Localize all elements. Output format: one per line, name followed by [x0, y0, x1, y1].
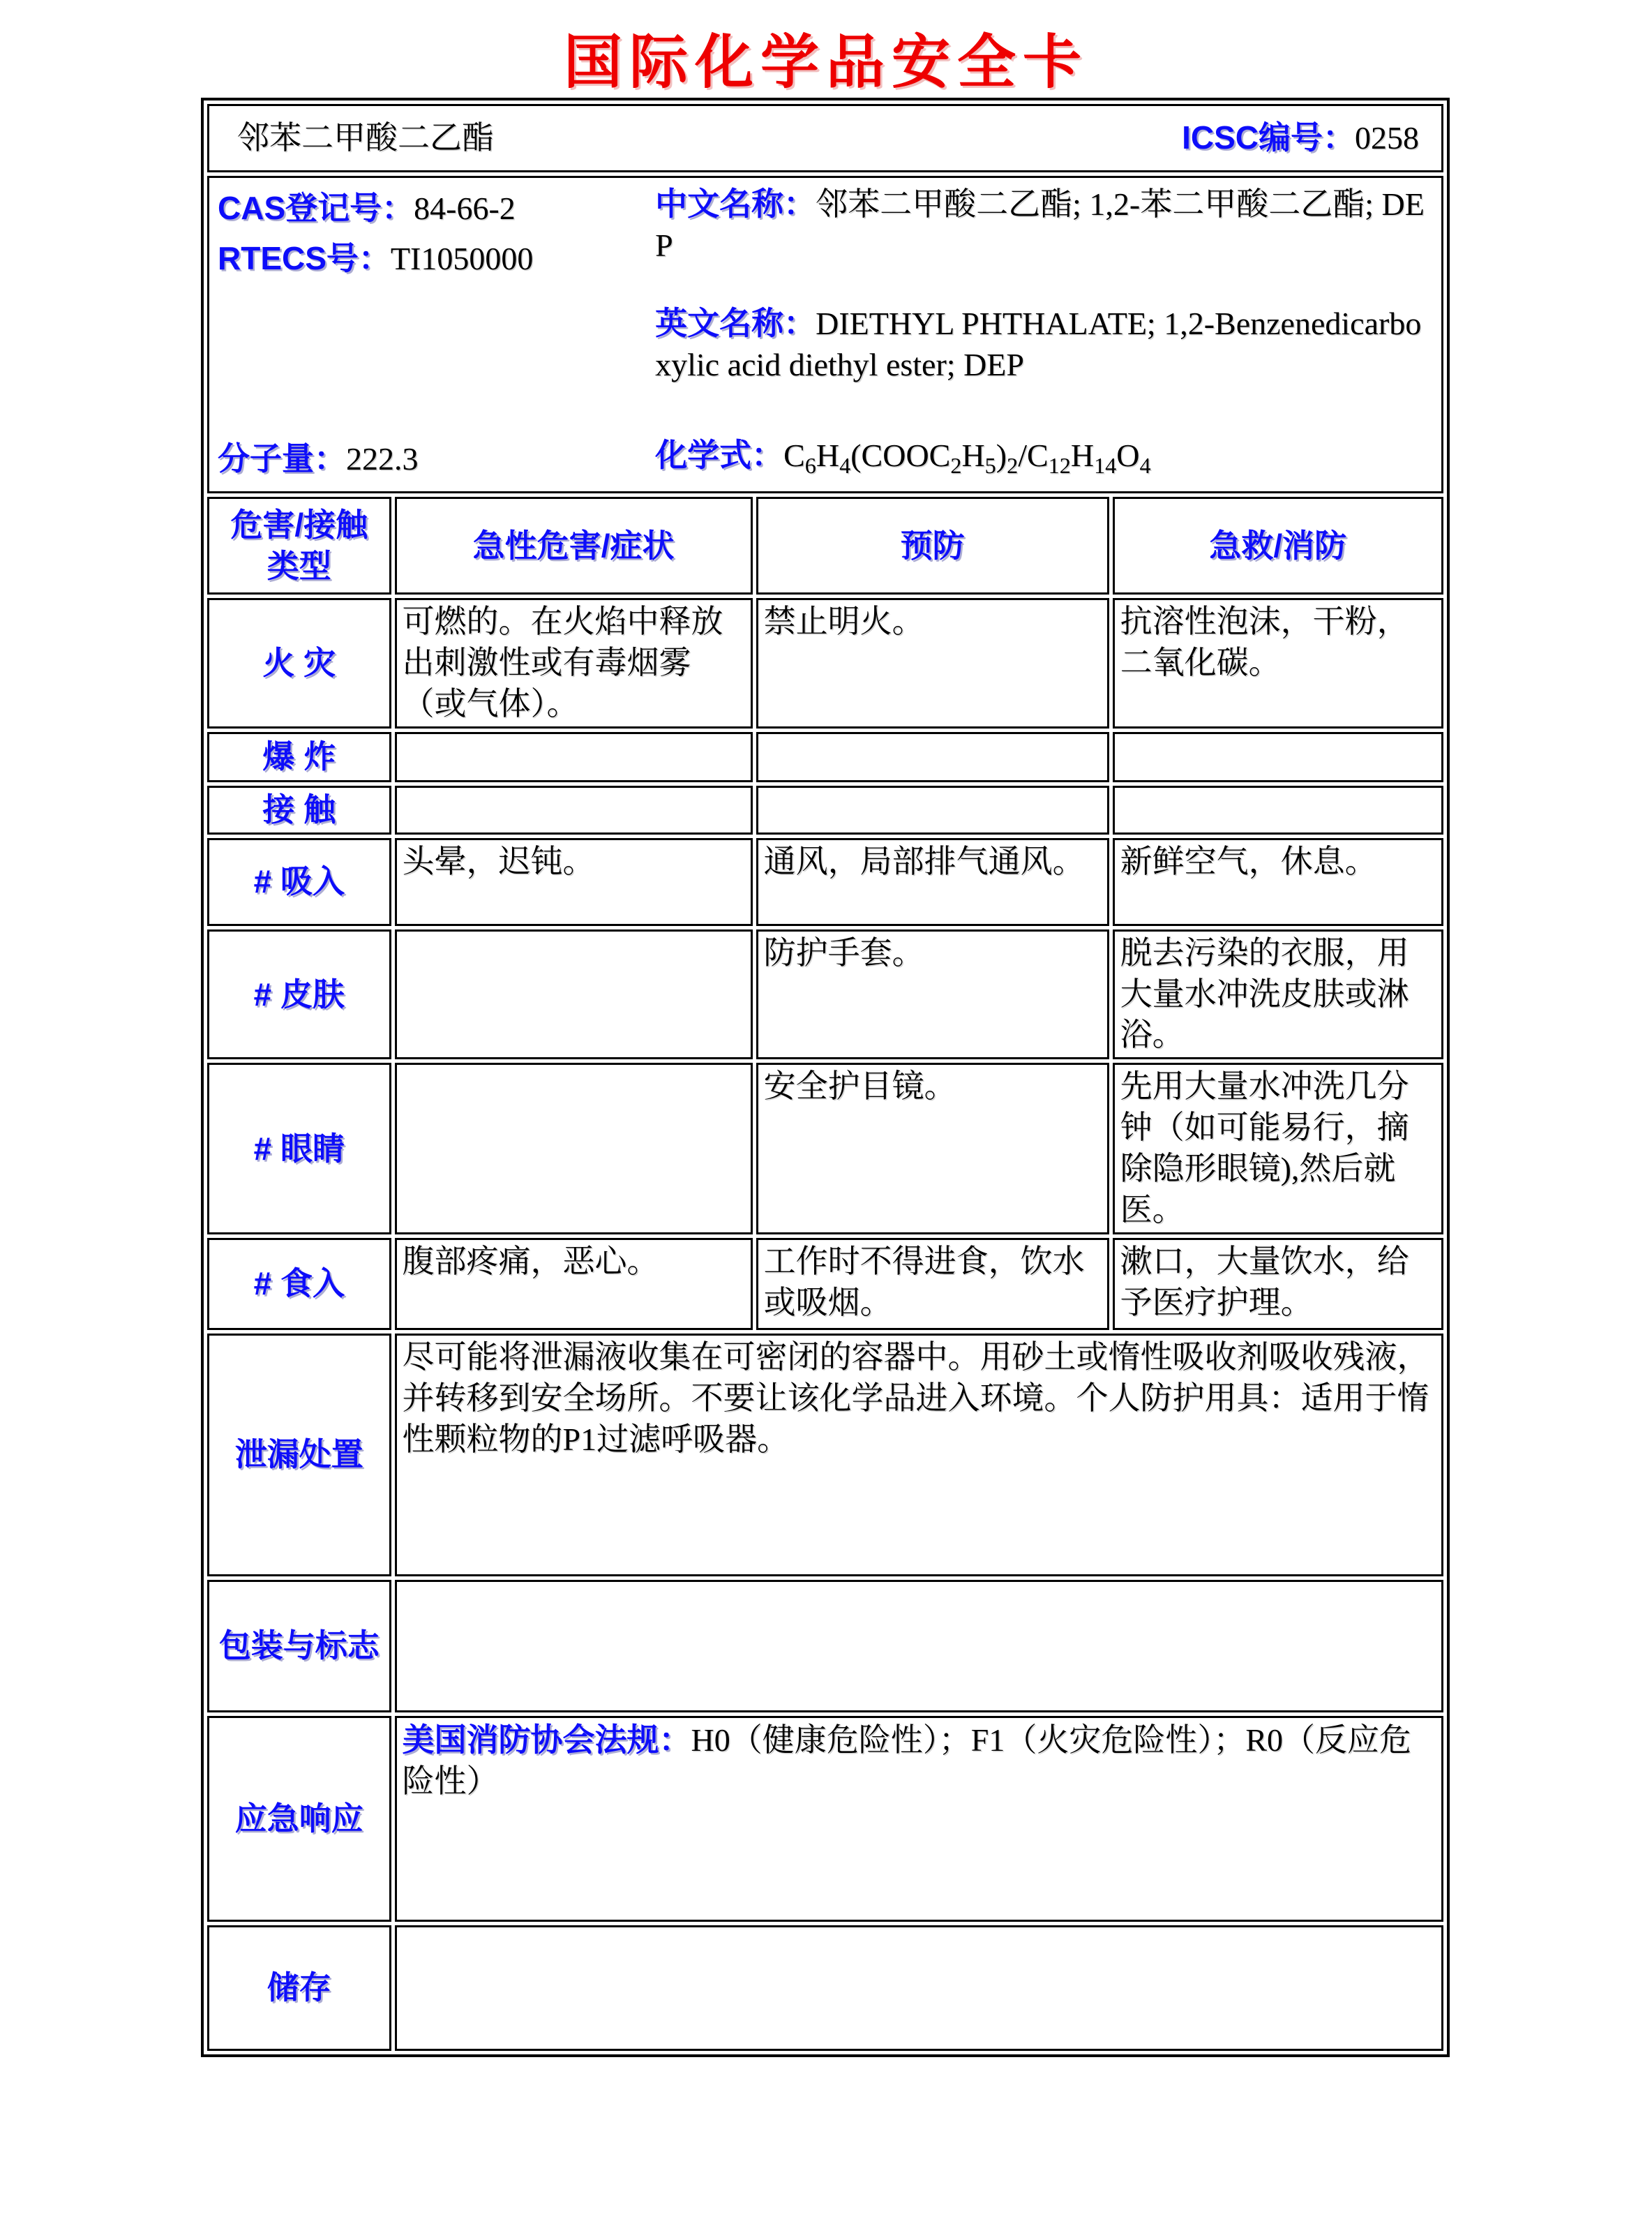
cas-label: CAS登记号：: [218, 190, 414, 226]
eyes-prevention-cell: 安全护目镜。: [756, 1063, 1109, 1234]
english-name-line: [655, 303, 1433, 386]
exposure-firstaid-cell: [1113, 786, 1443, 835]
chinese-name-label: 中文名称：: [655, 186, 816, 222]
exposure-symptoms-cell: [395, 786, 753, 835]
hazard-row-exposure: [207, 786, 1443, 835]
header-symptoms: 急性危害/症状: [395, 497, 753, 595]
explosion-label: 爆 炸: [207, 732, 391, 782]
explosion-firstaid-cell: [1113, 732, 1443, 782]
molecular-weight-value: 222.3: [346, 441, 419, 477]
packaging-content-cell: [395, 1580, 1443, 1712]
hazard-row-fire: [207, 598, 1443, 729]
ingestion-firstaid-cell: 漱口，大量饮水，给予医疗护理。: [1113, 1238, 1443, 1330]
formula-line: [655, 435, 1433, 480]
spill-content-cell: 尽可能将泄漏液收集在可密闭的容器中。用砂土或惰性吸收剂吸收残液，并转移到安全场所。不要让该化学品进入环境。个人防护用具：适用于惰性颗粒物的P1过滤呼吸器。: [395, 1334, 1443, 1576]
storage-label: 储存: [207, 1925, 391, 2051]
cas-value: 84-66-2: [414, 191, 516, 226]
ingestion-label: # 食入: [207, 1238, 391, 1330]
emergency-label: 应急响应: [207, 1716, 391, 1922]
titlebar-row: [207, 104, 1443, 172]
icsc-number-group: [1182, 117, 1419, 159]
explosion-symptoms-cell: [395, 732, 753, 782]
section-row-spill: [207, 1334, 1443, 1576]
skin-firstaid-cell: 脱去污染的衣服，用大量水冲洗皮肤或淋浴。: [1113, 929, 1443, 1060]
eyes-firstaid-cell: 先用大量水冲洗几分钟（如可能易行，摘除隐形眼镜),然后就医。: [1113, 1063, 1443, 1234]
exposure-prevention-cell: [756, 786, 1109, 835]
hazard-row-inhalation: [207, 838, 1443, 926]
hazard-row-skin: [207, 929, 1443, 1060]
header-firstaid: 急救/消防: [1113, 497, 1443, 595]
section-row-packaging: [207, 1580, 1443, 1712]
titlebar-cell: [207, 104, 1443, 172]
icsc-number-label: ICSC编号：: [1182, 119, 1355, 156]
hazard-header-row: [207, 497, 1443, 595]
inhalation-firstaid-cell: 新鲜空气，休息。: [1113, 838, 1443, 926]
skin-prevention-cell: 防护手套。: [756, 929, 1109, 1060]
nfpa-label: 美国消防协会法规：: [402, 1721, 691, 1758]
molecular-weight-line: [218, 438, 655, 480]
skin-symptoms-cell: [395, 929, 753, 1060]
english-name-label: 英文名称：: [655, 304, 816, 341]
storage-content-cell: [395, 1925, 1443, 2051]
inhalation-symptoms-cell: 头晕，迟钝。: [395, 838, 753, 926]
names-column: [655, 184, 1433, 480]
hazard-row-eyes: [207, 1063, 1443, 1234]
header-prevention: 预防: [756, 497, 1109, 595]
exposure-label: 接 触: [207, 786, 391, 835]
identity-row: [207, 176, 1443, 493]
safety-card-table: [201, 98, 1450, 2057]
cas-line: [218, 188, 655, 230]
formula-label: 化学式：: [655, 436, 784, 473]
page-title: 国际化学品安全卡: [563, 29, 1088, 95]
identity-cell: [207, 176, 1443, 493]
spill-label: 泄漏处置: [207, 1334, 391, 1576]
inhalation-label: # 吸入: [207, 838, 391, 926]
fire-label: 火 灾: [207, 598, 391, 729]
icsc-number-value: 0258: [1355, 120, 1419, 156]
explosion-prevention-cell: [756, 732, 1109, 782]
section-row-storage: [207, 1925, 1443, 2051]
fire-symptoms-cell: 可燃的。在火焰中释放出刺激性或有毒烟雾（或气体）。: [395, 598, 753, 729]
header-hazard-type: 危害/接触类型: [207, 497, 391, 595]
hazard-row-ingestion: [207, 1238, 1443, 1330]
registry-column: [218, 184, 655, 480]
chinese-name-value: 邻苯二甲酸二乙酯; 1,2-苯二甲酸二乙酯; DEP: [655, 186, 1425, 263]
formula-value: $C_6H_4(COOC_2H_5)_2/C_{12}H_{14}O_4$: [783, 437, 1151, 478]
ingestion-prevention-cell: 工作时不得进食，饮水或吸烟。: [756, 1238, 1109, 1330]
inhalation-prevention-cell: 通风，局部排气通风。: [756, 838, 1109, 926]
chinese-name-line: [655, 184, 1433, 267]
emergency-content-cell: [395, 1716, 1443, 1922]
section-row-emergency: [207, 1716, 1443, 1922]
ingestion-symptoms-cell: 腹部疼痛，恶心。: [395, 1238, 753, 1330]
molecular-weight-label: 分子量：: [218, 440, 346, 477]
hazard-row-explosion: [207, 732, 1443, 782]
packaging-label: 包装与标志: [207, 1580, 391, 1712]
eyes-label: # 眼睛: [207, 1063, 391, 1234]
fire-prevention-cell: 禁止明火。: [756, 598, 1109, 729]
skin-label: # 皮肤: [207, 929, 391, 1060]
rtecs-value: TI1050000: [390, 240, 534, 276]
rtecs-line: [218, 238, 655, 280]
eyes-symptoms-cell: [395, 1063, 753, 1234]
fire-firstaid-cell: 抗溶性泡沫，干粉，二氧化碳。: [1113, 598, 1443, 729]
nfpa-value: H0（健康危险性）；F1（火灾危险性）；R0（反应危险性）: [402, 1722, 1412, 1799]
english-name-value: DIETHYL PHTHALATE; 1,2-Benzenedicarboxylic acid diethyl ester; DEP: [655, 305, 1422, 382]
substance-name: 邻苯二甲酸二乙酯: [237, 119, 494, 156]
rtecs-label: RTECS号：: [218, 239, 391, 276]
